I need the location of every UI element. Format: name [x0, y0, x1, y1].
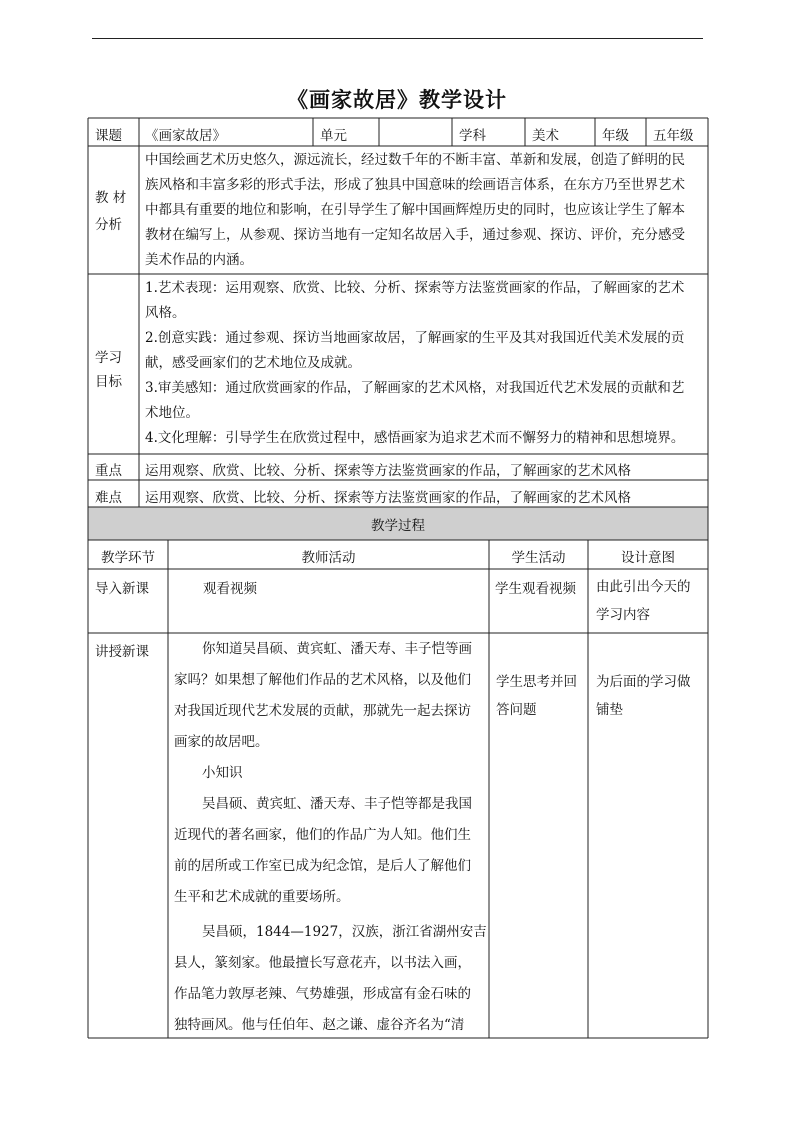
objective-line: 2.创意实践：通过参观、探访当地画家故居，了解画家的生平及其对我国近代美术发展的贡 [145, 330, 685, 346]
unit-label: 单元 [320, 128, 347, 144]
intro-intent-line: 由此引出今天的 [596, 579, 691, 595]
teacher-line: 前的居所或工作室已成为纪念馆，是后人了解他们 [174, 858, 471, 874]
key-point-label: 重点 [95, 463, 122, 479]
analysis-line: 中都具有重要的地位和影响，在引导学生了解中国画辉煌历史的同时，也应该让学生了解本 [145, 202, 685, 218]
intro-intent [596, 573, 706, 629]
intent-line: 铺垫 [596, 702, 623, 718]
analysis-label-line1: 教 材 [95, 190, 127, 206]
teacher-line: 对我国近现代艺术发展的贡献，那就先一起去探访 [174, 703, 471, 719]
teacher-line: 作品笔力敦厚老辣、气势雄强，形成富有金石味的 [174, 986, 471, 1002]
subject-value: 美术 [532, 128, 559, 144]
teacher-line: 独特画风。他与任伯年、赵之谦、虚谷齐名为“清 [174, 1017, 465, 1033]
teacher-line: 小知识 [202, 765, 243, 781]
objectives-text [145, 276, 705, 451]
teach-teacher [174, 634, 486, 1041]
grade-label: 年级 [602, 128, 629, 144]
course-label: 课题 [95, 128, 122, 144]
teacher-line: 家吗？如果想了解他们作品的艺术风格，以及他们 [174, 672, 471, 688]
teach-stage: 讲授新课 [95, 644, 149, 660]
analysis-line: 中国绘画艺术历史悠久，源远流长，经过数千年的不断丰富、革新和发展，创造了鲜明的民 [145, 152, 685, 168]
analysis-line: 教材在编写上，从参观、探访当地有一定知名故居入手，通过参观、探访、评价，充分感受 [145, 227, 685, 243]
teach-student [496, 668, 588, 724]
teacher-line: 画家的故居吧。 [174, 734, 269, 750]
intro-student: 学生观看视频 [495, 581, 576, 597]
grade-value: 五年级 [653, 128, 694, 144]
column-header-teacher: 教师活动 [301, 550, 356, 566]
objective-line: 4.文化理解：引导学生在欣赏过程中，感悟画家为追求艺术而不懈努力的精神和思想境界。 [145, 430, 685, 446]
objective-line: 1.艺术表现：运用观察、欣赏、比较、分析、探索等方法鉴赏画家的作品，了解画家的艺术 [145, 280, 685, 296]
column-header-student: 学生活动 [511, 550, 566, 566]
difficult-point-label: 难点 [95, 490, 122, 506]
course-value: 《画家故居》 [145, 128, 226, 144]
student-line: 学生思考并回 [496, 674, 577, 690]
document-title: 《画家故居》教学设计 [287, 87, 507, 112]
intent-line: 为后面的学习做 [596, 674, 691, 690]
objectives-label-line1: 学习 [95, 350, 122, 366]
teacher-line: 近现代的著名画家，他们的作品广为人知。他们生 [174, 827, 471, 843]
teacher-line: 吴昌硕、黄宾虹、潘天寿、丰子恺等都是我国 [202, 796, 472, 812]
objective-line: 术地位。 [145, 405, 199, 421]
teacher-line: 生平和艺术成就的重要场所。 [174, 889, 350, 905]
key-point-text: 运用观察、欣赏、比较、分析、探索等方法鉴赏画家的作品，了解画家的艺术风格 [145, 463, 631, 479]
difficult-point-text: 运用观察、欣赏、比较、分析、探索等方法鉴赏画家的作品，了解画家的艺术风格 [145, 490, 631, 506]
objective-line: 献，感受画家们的艺术地位及成就。 [145, 355, 361, 371]
process-header: 教学过程 [371, 518, 425, 534]
column-header-stage: 教学环节 [101, 550, 155, 566]
objective-line: 风格。 [145, 305, 186, 321]
objective-line: 3.审美感知：通过欣赏画家的作品，了解画家的艺术风格，对我国近代艺术发展的贡献和艺 [145, 380, 685, 396]
student-line: 答问题 [496, 702, 537, 718]
intro-teacher: 观看视频 [203, 581, 257, 597]
objectives-label-line2: 目标 [95, 374, 122, 390]
analysis-line: 族风格和丰富多彩的形式手法，形成了独具中国意味的绘画语言体系，在东方乃至世界艺术 [145, 177, 685, 193]
intro-stage: 导入新课 [95, 581, 149, 597]
analysis-label-line2: 分析 [95, 217, 122, 233]
subject-label: 学科 [459, 128, 486, 144]
teacher-line: 你知道吴昌硕、黄宾虹、潘天寿、丰子恺等画 [202, 641, 472, 657]
intro-intent-line: 学习内容 [596, 607, 650, 623]
analysis-line: 美术作品的内涵。 [145, 252, 253, 268]
teacher-line: 县人，篆刻家。他最擅长写意花卉，以书法入画， [174, 955, 471, 971]
analysis-text [145, 148, 705, 273]
teach-intent [596, 668, 706, 724]
teacher-line: 吴昌硕，1844—1927，汉族，浙江省湖州安吉 [202, 924, 487, 940]
column-header-intent: 设计意图 [621, 550, 675, 566]
